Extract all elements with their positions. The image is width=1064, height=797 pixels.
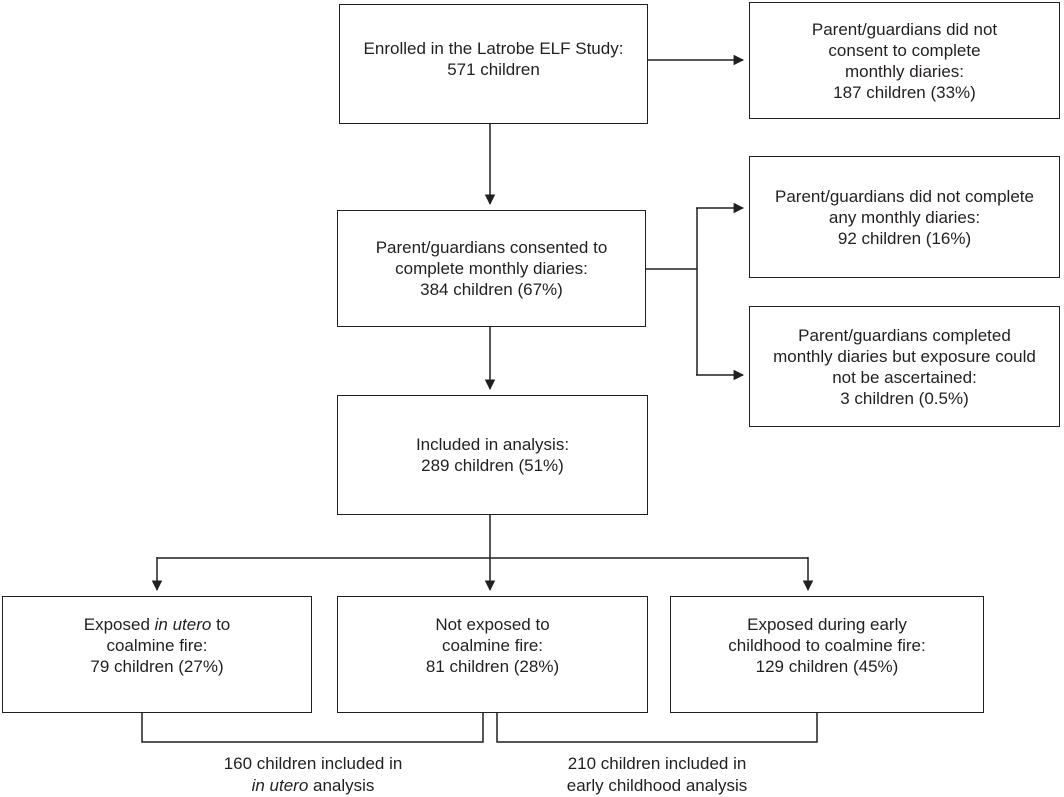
- box-line: [84, 614, 231, 635]
- box-line: complete monthly diaries:: [395, 259, 588, 278]
- label-line: early childhood analysis: [566, 776, 748, 795]
- label-line: 210 children included in: [567, 754, 747, 773]
- box-consented: [337, 210, 646, 327]
- box-line: 3 children (0.5%): [840, 388, 969, 408]
- label-early-childhood-analysis: [457, 753, 857, 797]
- box-line: not be ascertained:: [832, 367, 977, 387]
- text-segment: Exposed: [83, 615, 155, 634]
- box-exposed-in-utero: [2, 596, 312, 713]
- box-included: [337, 395, 648, 515]
- box-line: 571 children: [447, 60, 540, 79]
- box-line: Parent/guardians completed: [798, 325, 1011, 345]
- box-line: any monthly diaries:: [828, 207, 981, 227]
- box-no-diaries: [749, 156, 1060, 278]
- box-line: 384 children (67%): [420, 280, 563, 299]
- box-line: Parent/guardians did not complete: [775, 186, 1034, 206]
- box-line: coalmine fire:: [441, 636, 544, 655]
- box-line: 81 children (28%): [425, 657, 560, 676]
- label-line: 160 children included in: [223, 754, 403, 773]
- box-exposed-childhood: [670, 596, 984, 713]
- box-line: Not exposed to: [435, 615, 550, 634]
- box-line: consent to complete: [828, 40, 981, 60]
- text-segment: analysis: [308, 776, 375, 795]
- box-line: monthly diaries:: [844, 61, 965, 81]
- box-line: Parent/guardians consented to: [375, 238, 608, 257]
- box-line: Enrolled in the Latrobe ELF Study:: [363, 39, 624, 58]
- box-line: 79 children (27%): [90, 657, 224, 676]
- box-not-exposed: [337, 596, 648, 713]
- box-line: Parent/guardians did not: [811, 19, 998, 39]
- box-line: 129 children (45%): [755, 657, 899, 676]
- box-not-consented: [749, 2, 1060, 119]
- box-enrolled: [339, 4, 648, 124]
- box-line: monthly diaries but exposure could: [773, 346, 1036, 366]
- box-line: 289 children (51%): [421, 456, 564, 475]
- box-not-ascertained: [749, 306, 1060, 427]
- box-line: coalmine fire:: [106, 636, 208, 655]
- box-line: 187 children (33%): [833, 82, 976, 102]
- box-line: childhood to coalmine fire:: [728, 636, 926, 655]
- box-line: 92 children (16%): [837, 228, 972, 248]
- text-segment-italic: in utero: [251, 776, 309, 795]
- text-segment-italic: in utero: [154, 615, 212, 634]
- text-segment: to: [211, 615, 231, 634]
- box-line: Included in analysis:: [415, 435, 570, 454]
- label-line: [113, 775, 513, 797]
- label-in-utero-analysis: [113, 753, 513, 797]
- box-line: Exposed during early: [747, 615, 907, 634]
